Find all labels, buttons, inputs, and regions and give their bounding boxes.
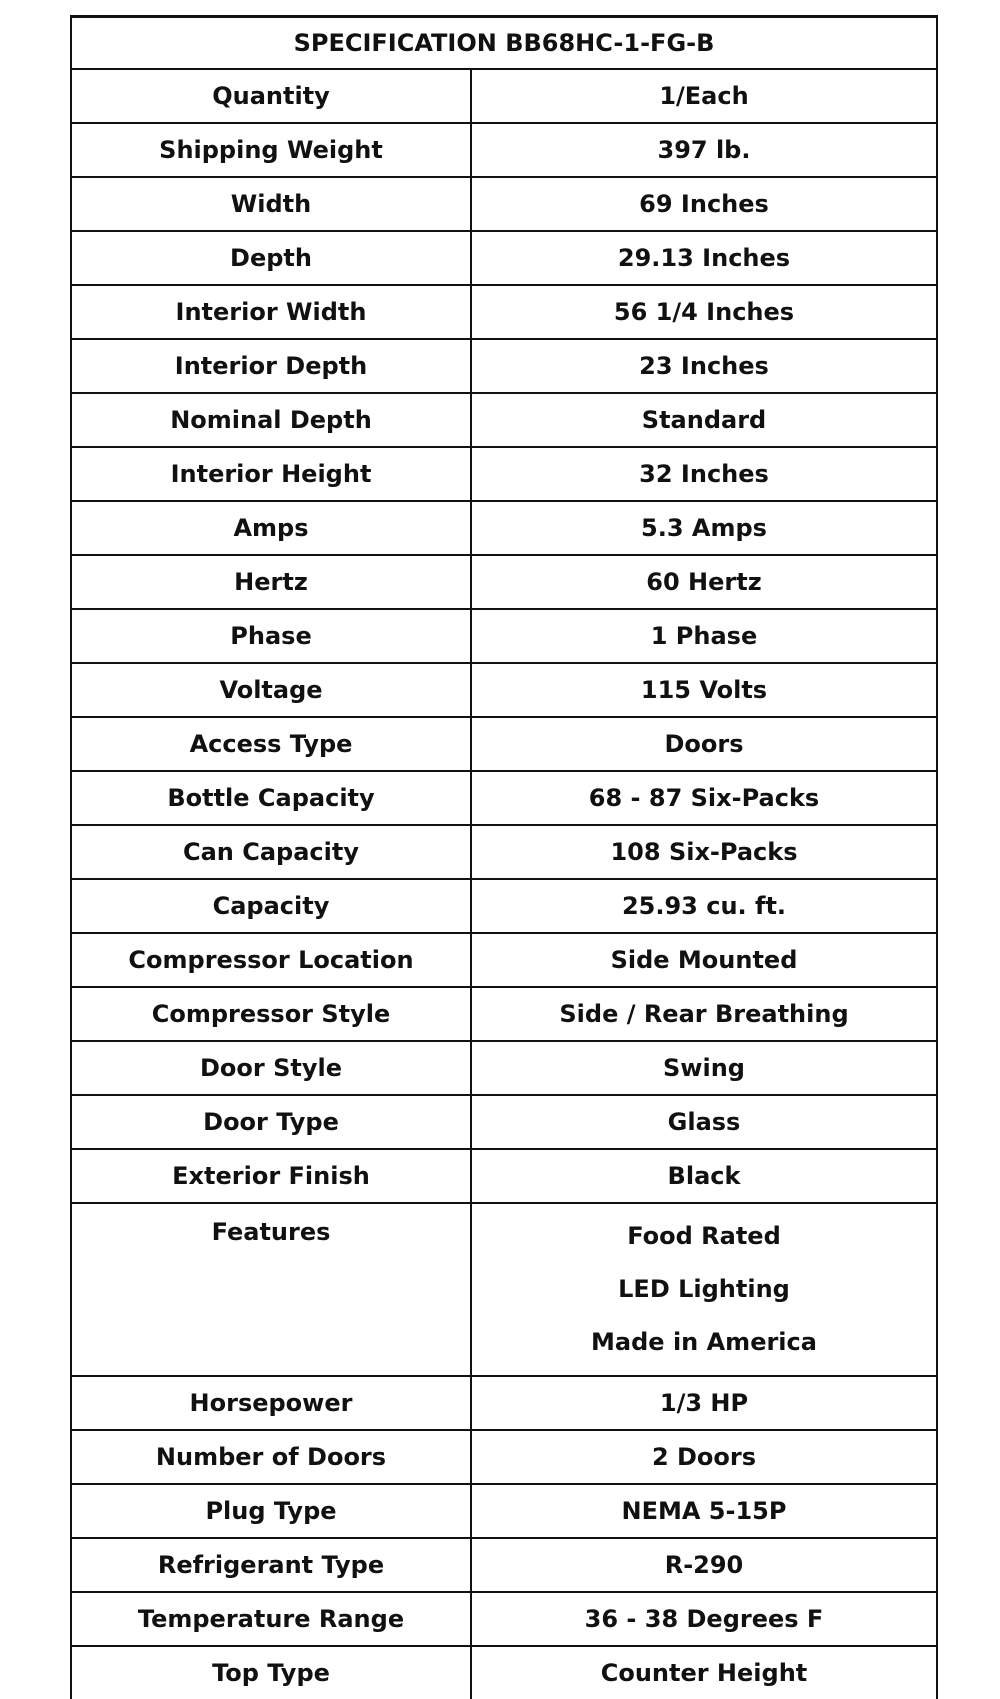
spec-label: Phase	[71, 609, 471, 663]
table-row	[71, 339, 937, 393]
spec-label: Width	[71, 177, 471, 231]
spec-label: Interior Height	[71, 447, 471, 501]
spec-value: 1/Each	[471, 69, 937, 123]
spec-label: Temperature Range	[71, 1592, 471, 1646]
spec-label: Compressor Style	[71, 987, 471, 1041]
spec-value: Side / Rear Breathing	[471, 987, 937, 1041]
spec-label: Door Type	[71, 1095, 471, 1149]
spec-value: 2 Doors	[471, 1430, 937, 1484]
table-row	[71, 879, 937, 933]
spec-value: Swing	[471, 1041, 937, 1095]
table-row	[71, 1203, 937, 1376]
spec-value: 56 1/4 Inches	[471, 285, 937, 339]
spec-label: Features	[71, 1203, 471, 1376]
spec-table	[70, 15, 938, 1699]
table-row	[71, 1538, 937, 1592]
spec-value: 69 Inches	[471, 177, 937, 231]
table-row	[71, 1095, 937, 1149]
table-row	[71, 987, 937, 1041]
spec-value: 397 lb.	[471, 123, 937, 177]
table-row	[71, 501, 937, 555]
table-row	[71, 609, 937, 663]
spec-value: 1/3 HP	[471, 1376, 937, 1430]
spec-value: Counter Height	[471, 1646, 937, 1699]
table-row	[71, 555, 937, 609]
spec-label: Exterior Finish	[71, 1149, 471, 1203]
feature-item: Made in America	[591, 1328, 817, 1356]
spec-value: 32 Inches	[471, 447, 937, 501]
spec-value: 68 - 87 Six-Packs	[471, 771, 937, 825]
table-row	[71, 177, 937, 231]
feature-item: Food Rated	[627, 1222, 781, 1250]
spec-label: Hertz	[71, 555, 471, 609]
spec-value: Standard	[471, 393, 937, 447]
spec-value: Black	[471, 1149, 937, 1203]
table-row	[71, 123, 937, 177]
spec-value: NEMA 5-15P	[471, 1484, 937, 1538]
table-row	[71, 717, 937, 771]
spec-label: Quantity	[71, 69, 471, 123]
spec-value: R-290	[471, 1538, 937, 1592]
table-row	[71, 1376, 937, 1430]
spec-label: Number of Doors	[71, 1430, 471, 1484]
spec-label: Horsepower	[71, 1376, 471, 1430]
spec-value: 108 Six-Packs	[471, 825, 937, 879]
table-row	[71, 393, 937, 447]
spec-value: 1 Phase	[471, 609, 937, 663]
table-header-row	[71, 17, 937, 70]
spec-value: Side Mounted	[471, 933, 937, 987]
spec-label: Access Type	[71, 717, 471, 771]
table-row	[71, 1484, 937, 1538]
table-row	[71, 825, 937, 879]
spec-label: Depth	[71, 231, 471, 285]
spec-label: Can Capacity	[71, 825, 471, 879]
feature-item: LED Lighting	[618, 1275, 790, 1303]
spec-table-body	[71, 69, 937, 1699]
spec-label: Interior Width	[71, 285, 471, 339]
table-row	[71, 663, 937, 717]
spec-label: Interior Depth	[71, 339, 471, 393]
spec-label: Shipping Weight	[71, 123, 471, 177]
spec-label: Nominal Depth	[71, 393, 471, 447]
spec-value: 25.93 cu. ft.	[471, 879, 937, 933]
table-row	[71, 771, 937, 825]
table-row	[71, 69, 937, 123]
spec-label: Plug Type	[71, 1484, 471, 1538]
table-row	[71, 231, 937, 285]
spec-label: Bottle Capacity	[71, 771, 471, 825]
spec-title: SPECIFICATION BB68HC-1-FG-B	[71, 17, 937, 70]
spec-value: 36 - 38 Degrees F	[471, 1592, 937, 1646]
table-row	[71, 933, 937, 987]
spec-label: Compressor Location	[71, 933, 471, 987]
table-row	[71, 1430, 937, 1484]
spec-value: Doors	[471, 717, 937, 771]
spec-value: 23 Inches	[471, 339, 937, 393]
spec-label: Capacity	[71, 879, 471, 933]
spec-value: 29.13 Inches	[471, 231, 937, 285]
spec-label: Amps	[71, 501, 471, 555]
table-row	[71, 447, 937, 501]
table-row	[71, 1592, 937, 1646]
spec-label: Voltage	[71, 663, 471, 717]
table-row	[71, 1646, 937, 1699]
spec-label: Door Style	[71, 1041, 471, 1095]
spec-value: 60 Hertz	[471, 555, 937, 609]
spec-value	[471, 1203, 937, 1376]
spec-label: Top Type	[71, 1646, 471, 1699]
spec-label: Refrigerant Type	[71, 1538, 471, 1592]
table-row	[71, 285, 937, 339]
table-row	[71, 1149, 937, 1203]
spec-value: 115 Volts	[471, 663, 937, 717]
spec-value: 5.3 Amps	[471, 501, 937, 555]
spec-value: Glass	[471, 1095, 937, 1149]
table-row	[71, 1041, 937, 1095]
